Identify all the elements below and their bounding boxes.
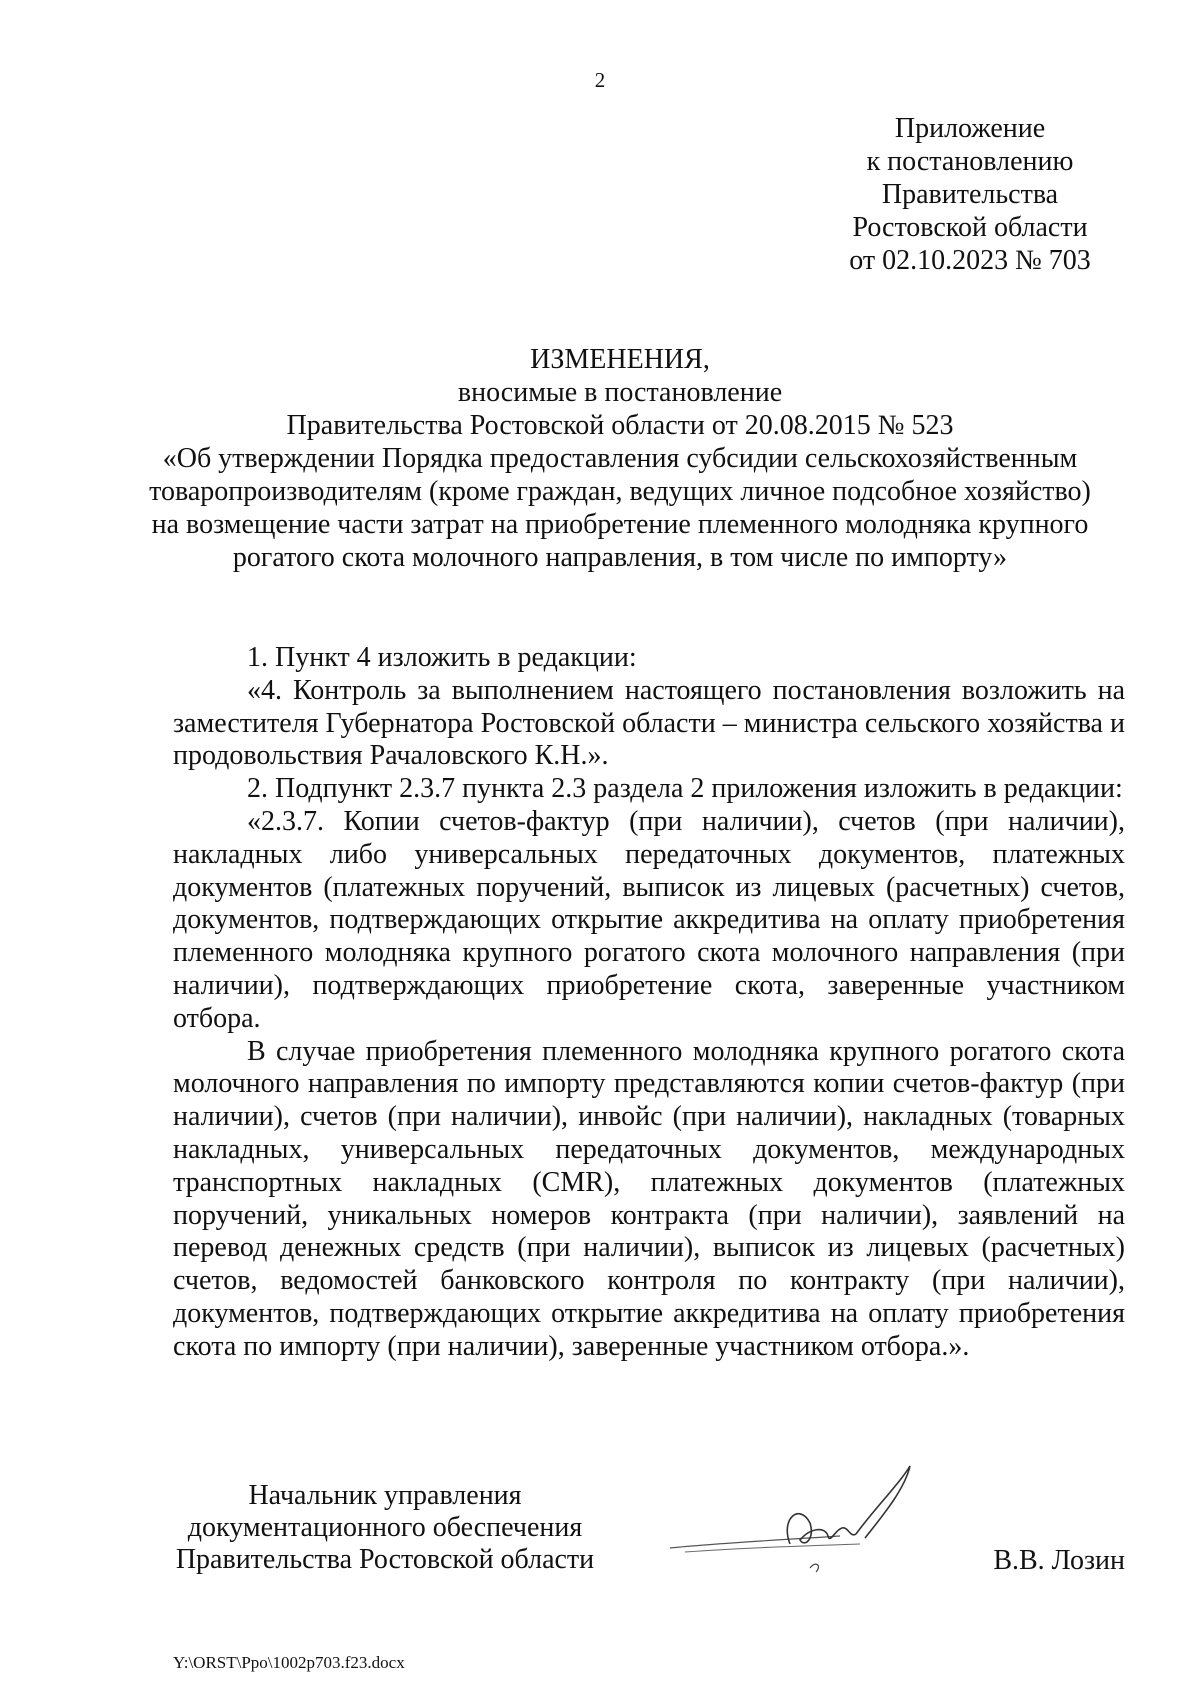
signatory-position [160, 1480, 610, 1576]
title-line: товаропроизводителям (кроме граждан, ведущих личное подсобное хозяйство) [149, 476, 1091, 507]
title-line: вносимые в постановление [457, 377, 783, 408]
document-body [173, 642, 1125, 1364]
position-line: Начальник управления [248, 1480, 522, 1511]
appendix-line: от 02.10.2023 № 703 [849, 245, 1091, 276]
appendix-line: Приложение [894, 113, 1046, 144]
appendix-line: Ростовской области [852, 212, 1088, 243]
handwritten-signature [660, 1448, 960, 1588]
paragraph: В случае приобретения племенного молодняка крупного рогатого скота молочного направления по импорту представляются копии счетов-фактур (при наличии), счетов (при наличии), инвойс (при наличии), накладных (товарных накладных, универсальных передаточных документов, международных транспортных накладных (CMR), платежных документов (платежных поручений, уникальных номеров контракта (при наличии), заявлений на перевод денежных средств (при наличии), выписок из лицевых (расчетных) счетов, ведомостей банковского контроля по контракту (при наличии), документов, подтверждающих открытие аккредитива на оплату приобретения скота по импорту (при наличии), заверенные участником отбора.». [173, 1035, 1125, 1362]
title-line: на возмещение части затрат на приобретение племенного молодняка крупного [151, 509, 1089, 540]
file-path: Y:\ORST\Ppo\1002p703.f23.docx [173, 1653, 405, 1672]
appendix-block [820, 112, 1120, 277]
paragraph: «2.3.7. Копии счетов-фактур (при наличии), счетов (при наличии), накладных либо универсальных передаточных документов, платежных документов (платежных поручений, выписок из лицевых (расчетных) счетов, документов, подтверждающих открытие аккредитива на оплату приобретения племенного молодняка крупного рогатого скота молочного направления (при наличии), подтверждающих приобретение скота, заверенные участником отбора. [173, 805, 1125, 1034]
paragraph: 2. Подпункт 2.3.7 пункта 2.3 раздела 2 приложения изложить в редакции: [247, 773, 1123, 805]
title-line: «Об утверждении Порядка предоставления субсидии сельскохозяйственным [162, 443, 1078, 474]
title-line: рогатого скота молочного направления, в том числе по импорту» [232, 542, 1008, 573]
paragraph: «4. Контроль за выполнением настоящего постановления возложить на заместителя Губернатора Ростовской области – министра сельского хозяйства и продовольствия Рачаловского К.Н.». [173, 674, 1125, 772]
position-line: Правительства Ростовской области [175, 1544, 595, 1575]
signatory-name: В.В. Лозин [993, 1545, 1125, 1576]
document-title [140, 343, 1100, 574]
page-number: 2 [594, 68, 606, 92]
position-line: документационного обеспечения [187, 1512, 583, 1543]
title-heading: ИЗМЕНЕНИЯ, [530, 344, 710, 375]
title-line: Правительства Ростовской области от 20.08.2015 № 523 [286, 410, 954, 441]
appendix-line: к постановлению [866, 146, 1074, 177]
paragraph: 1. Пункт 4 изложить в редакции: [247, 642, 637, 673]
appendix-line: Правительства [881, 179, 1059, 210]
